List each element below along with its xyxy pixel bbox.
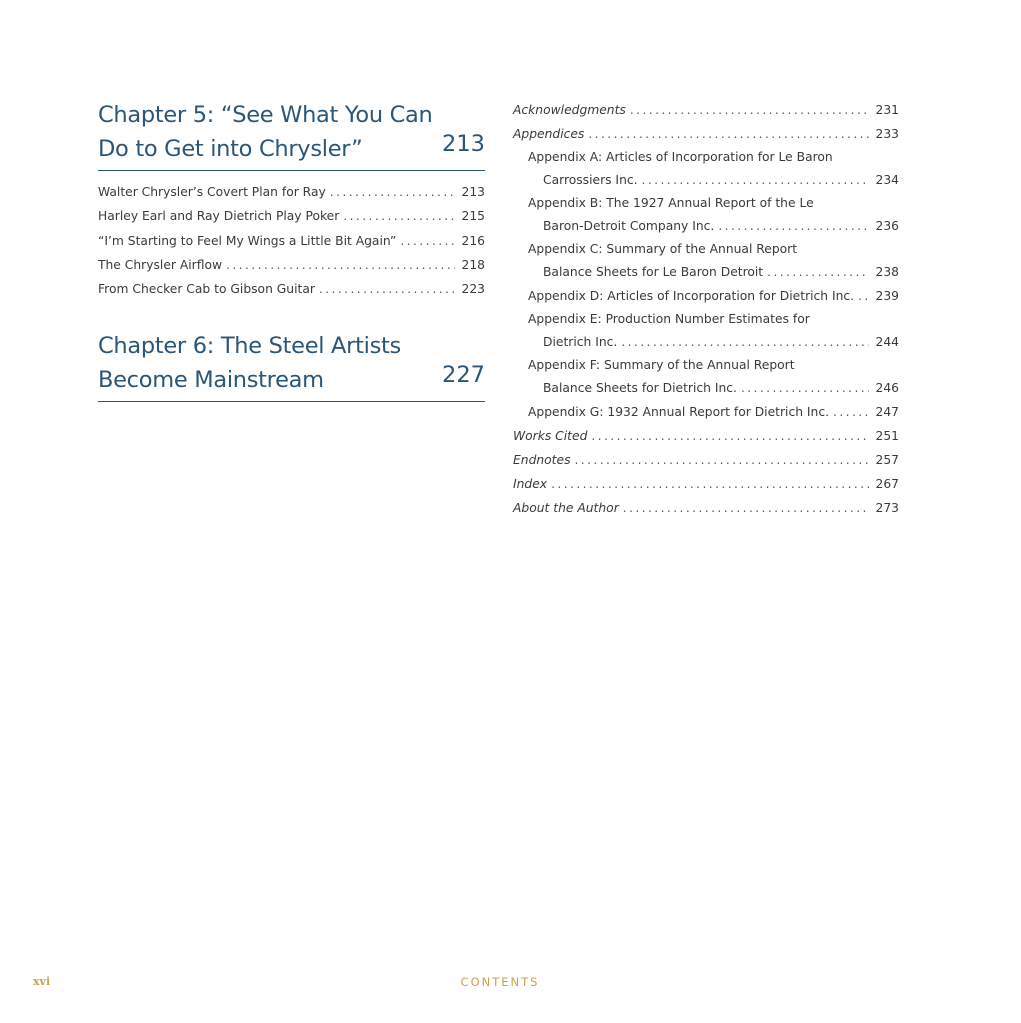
toc-entry-page: 233: [875, 127, 899, 141]
leader-dots: [833, 400, 869, 424]
leader-dots: [319, 277, 455, 301]
toc-entry-page: 234: [875, 173, 899, 187]
toc-entry-page: 267: [875, 477, 899, 491]
chapter-5-title-line1: Chapter 5: “See What You Can: [98, 102, 433, 128]
toc-entry-page: 238: [875, 265, 899, 279]
toc-entry-continuation: [528, 376, 899, 400]
toc-entry-continuation: [528, 260, 899, 284]
toc-entry-label: Works Cited: [513, 429, 588, 443]
chapter-6-title: [98, 329, 485, 397]
leader-dots: [630, 98, 869, 122]
toc-entry-acknowledgments[interactable]: [513, 98, 899, 122]
toc-entry-page: 236: [875, 219, 899, 233]
chapter-5: [98, 98, 485, 301]
toc-entry-page: 246: [875, 381, 899, 395]
chapter-5-heading[interactable]: [98, 98, 485, 166]
leader-dots: [741, 376, 869, 400]
leader-dots: [623, 496, 869, 520]
chapter-5-title-line2: Do to Get into Chrysler”: [98, 136, 363, 162]
toc-entry-page: 231: [875, 103, 899, 117]
toc-entry-label-cont: Dietrich Inc.: [543, 335, 618, 349]
chapter-5-page: 213: [442, 131, 485, 157]
toc-entry-page: 215: [461, 209, 485, 224]
leader-dots: [588, 122, 869, 146]
toc-entry-label: The Chrysler Airflow: [98, 257, 223, 272]
toc-entry-label: Appendix D: Articles of Incorporation for Dietrich Inc.: [528, 289, 855, 303]
toc-entry-label: Index: [513, 477, 548, 491]
toc-entry-label-cont: Baron-Detroit Company Inc.: [543, 219, 715, 233]
chapter-5-entries: [98, 180, 485, 301]
toc-entry-label-cont: Carrossiers Inc.: [543, 173, 638, 187]
toc-entry-label: About the Author: [513, 501, 619, 515]
chapter-6-title-line1: Chapter 6: The Steel Artists: [98, 333, 401, 360]
toc-entry[interactable]: [98, 204, 485, 228]
toc-entry-row: [528, 284, 899, 308]
toc-entry[interactable]: [98, 277, 485, 301]
toc-entry-appendices[interactable]: [513, 122, 899, 146]
toc-entry-endnotes[interactable]: [513, 448, 899, 472]
toc-entry-label: Endnotes: [513, 453, 571, 467]
toc-entry-works-cited[interactable]: [513, 424, 899, 448]
right-column: [513, 98, 899, 520]
leader-dots: [226, 253, 455, 277]
chapter-5-title: [98, 98, 485, 166]
leader-dots: [767, 260, 869, 284]
toc-entry-page: 213: [461, 185, 485, 199]
toc-entry-label: Acknowledgments: [513, 103, 626, 117]
leader-dots: [400, 229, 455, 253]
leader-dots: [591, 424, 869, 448]
chapter-5-rule: [98, 170, 485, 171]
leader-dots: [551, 472, 869, 496]
leader-dots: [330, 180, 455, 204]
toc-entry-page: 247: [875, 405, 899, 419]
toc-entry-label-cont: Balance Sheets for Le Baron Detroit: [543, 265, 764, 279]
toc-entry[interactable]: [98, 180, 485, 204]
toc-entry-label: Appendix G: 1932 Annual Report for Dietrich Inc.: [528, 405, 830, 419]
toc-entry-label: From Checker Cab to Gibson Guitar: [98, 282, 315, 297]
chapter-6-rule: [98, 401, 485, 402]
toc-entry-label: Appendix C: Summary of the Annual Report: [528, 242, 798, 256]
chapter-6-page: 227: [442, 362, 485, 389]
leader-dots: [858, 284, 869, 308]
toc-entry-label: Walter Chrysler’s Covert Plan for Ray: [98, 185, 326, 199]
toc-entry-continuation: [528, 330, 899, 354]
toc-entry-page: 273: [875, 501, 899, 515]
toc-entry-appendix-a[interactable]: [513, 146, 899, 192]
chapter-6-title-line2: Become Mainstream: [98, 367, 324, 394]
toc-entry-page: 244: [875, 335, 899, 349]
toc-entry-appendix-b[interactable]: [513, 192, 899, 238]
chapter-6-heading[interactable]: [98, 329, 485, 397]
toc-entry-label: “I’m Starting to Feel My Wings a Little Bit Again”: [98, 233, 397, 248]
page-folio: xvi: [33, 975, 51, 988]
leader-dots: [642, 168, 869, 192]
toc-entry-label: Appendix A: Articles of Incorporation for Le Baron: [528, 150, 833, 164]
leader-dots: [718, 214, 869, 238]
toc-entry-label: Harley Earl and Ray Dietrich Play Poker: [98, 209, 340, 224]
toc-entry-label: Appendix B: The 1927 Annual Report of the Le: [528, 196, 814, 210]
toc-entry-page: 216: [461, 233, 485, 248]
toc-entry-label: Appendices: [513, 127, 585, 141]
toc-entry-appendix-g[interactable]: [513, 400, 899, 424]
toc-entry-continuation: [528, 214, 899, 238]
toc-entry-appendix-f[interactable]: [513, 354, 899, 400]
toc-entry-row: [528, 400, 899, 424]
leader-dots: [621, 330, 869, 354]
toc-entry[interactable]: [98, 253, 485, 277]
toc-entry-page: 239: [875, 289, 899, 303]
toc-entry-about-author[interactable]: [513, 496, 899, 520]
toc-entry-continuation: [528, 168, 899, 192]
leader-dots: [574, 448, 869, 472]
toc-entry-index[interactable]: [513, 472, 899, 496]
toc-entry-page: 251: [875, 429, 899, 443]
toc-entry-page: 223: [461, 282, 485, 297]
left-column: [98, 98, 485, 402]
leader-dots: [343, 204, 455, 228]
toc-entry-label-cont: Balance Sheets for Dietrich Inc.: [543, 381, 737, 395]
toc-entry-label: Appendix F: Summary of the Annual Report: [528, 358, 795, 372]
toc-entry-appendix-e[interactable]: [513, 308, 899, 354]
chapter-6: [98, 329, 485, 402]
toc-entry-page: 218: [461, 257, 485, 272]
toc-entry-label: Appendix E: Production Number Estimates for: [528, 312, 810, 326]
toc-entry-appendix-d[interactable]: [513, 284, 899, 308]
toc-entry[interactable]: [98, 229, 485, 253]
toc-entry-appendix-c[interactable]: [513, 238, 899, 284]
running-head: CONTENTS: [460, 975, 540, 989]
toc-entry-page: 257: [875, 453, 899, 467]
